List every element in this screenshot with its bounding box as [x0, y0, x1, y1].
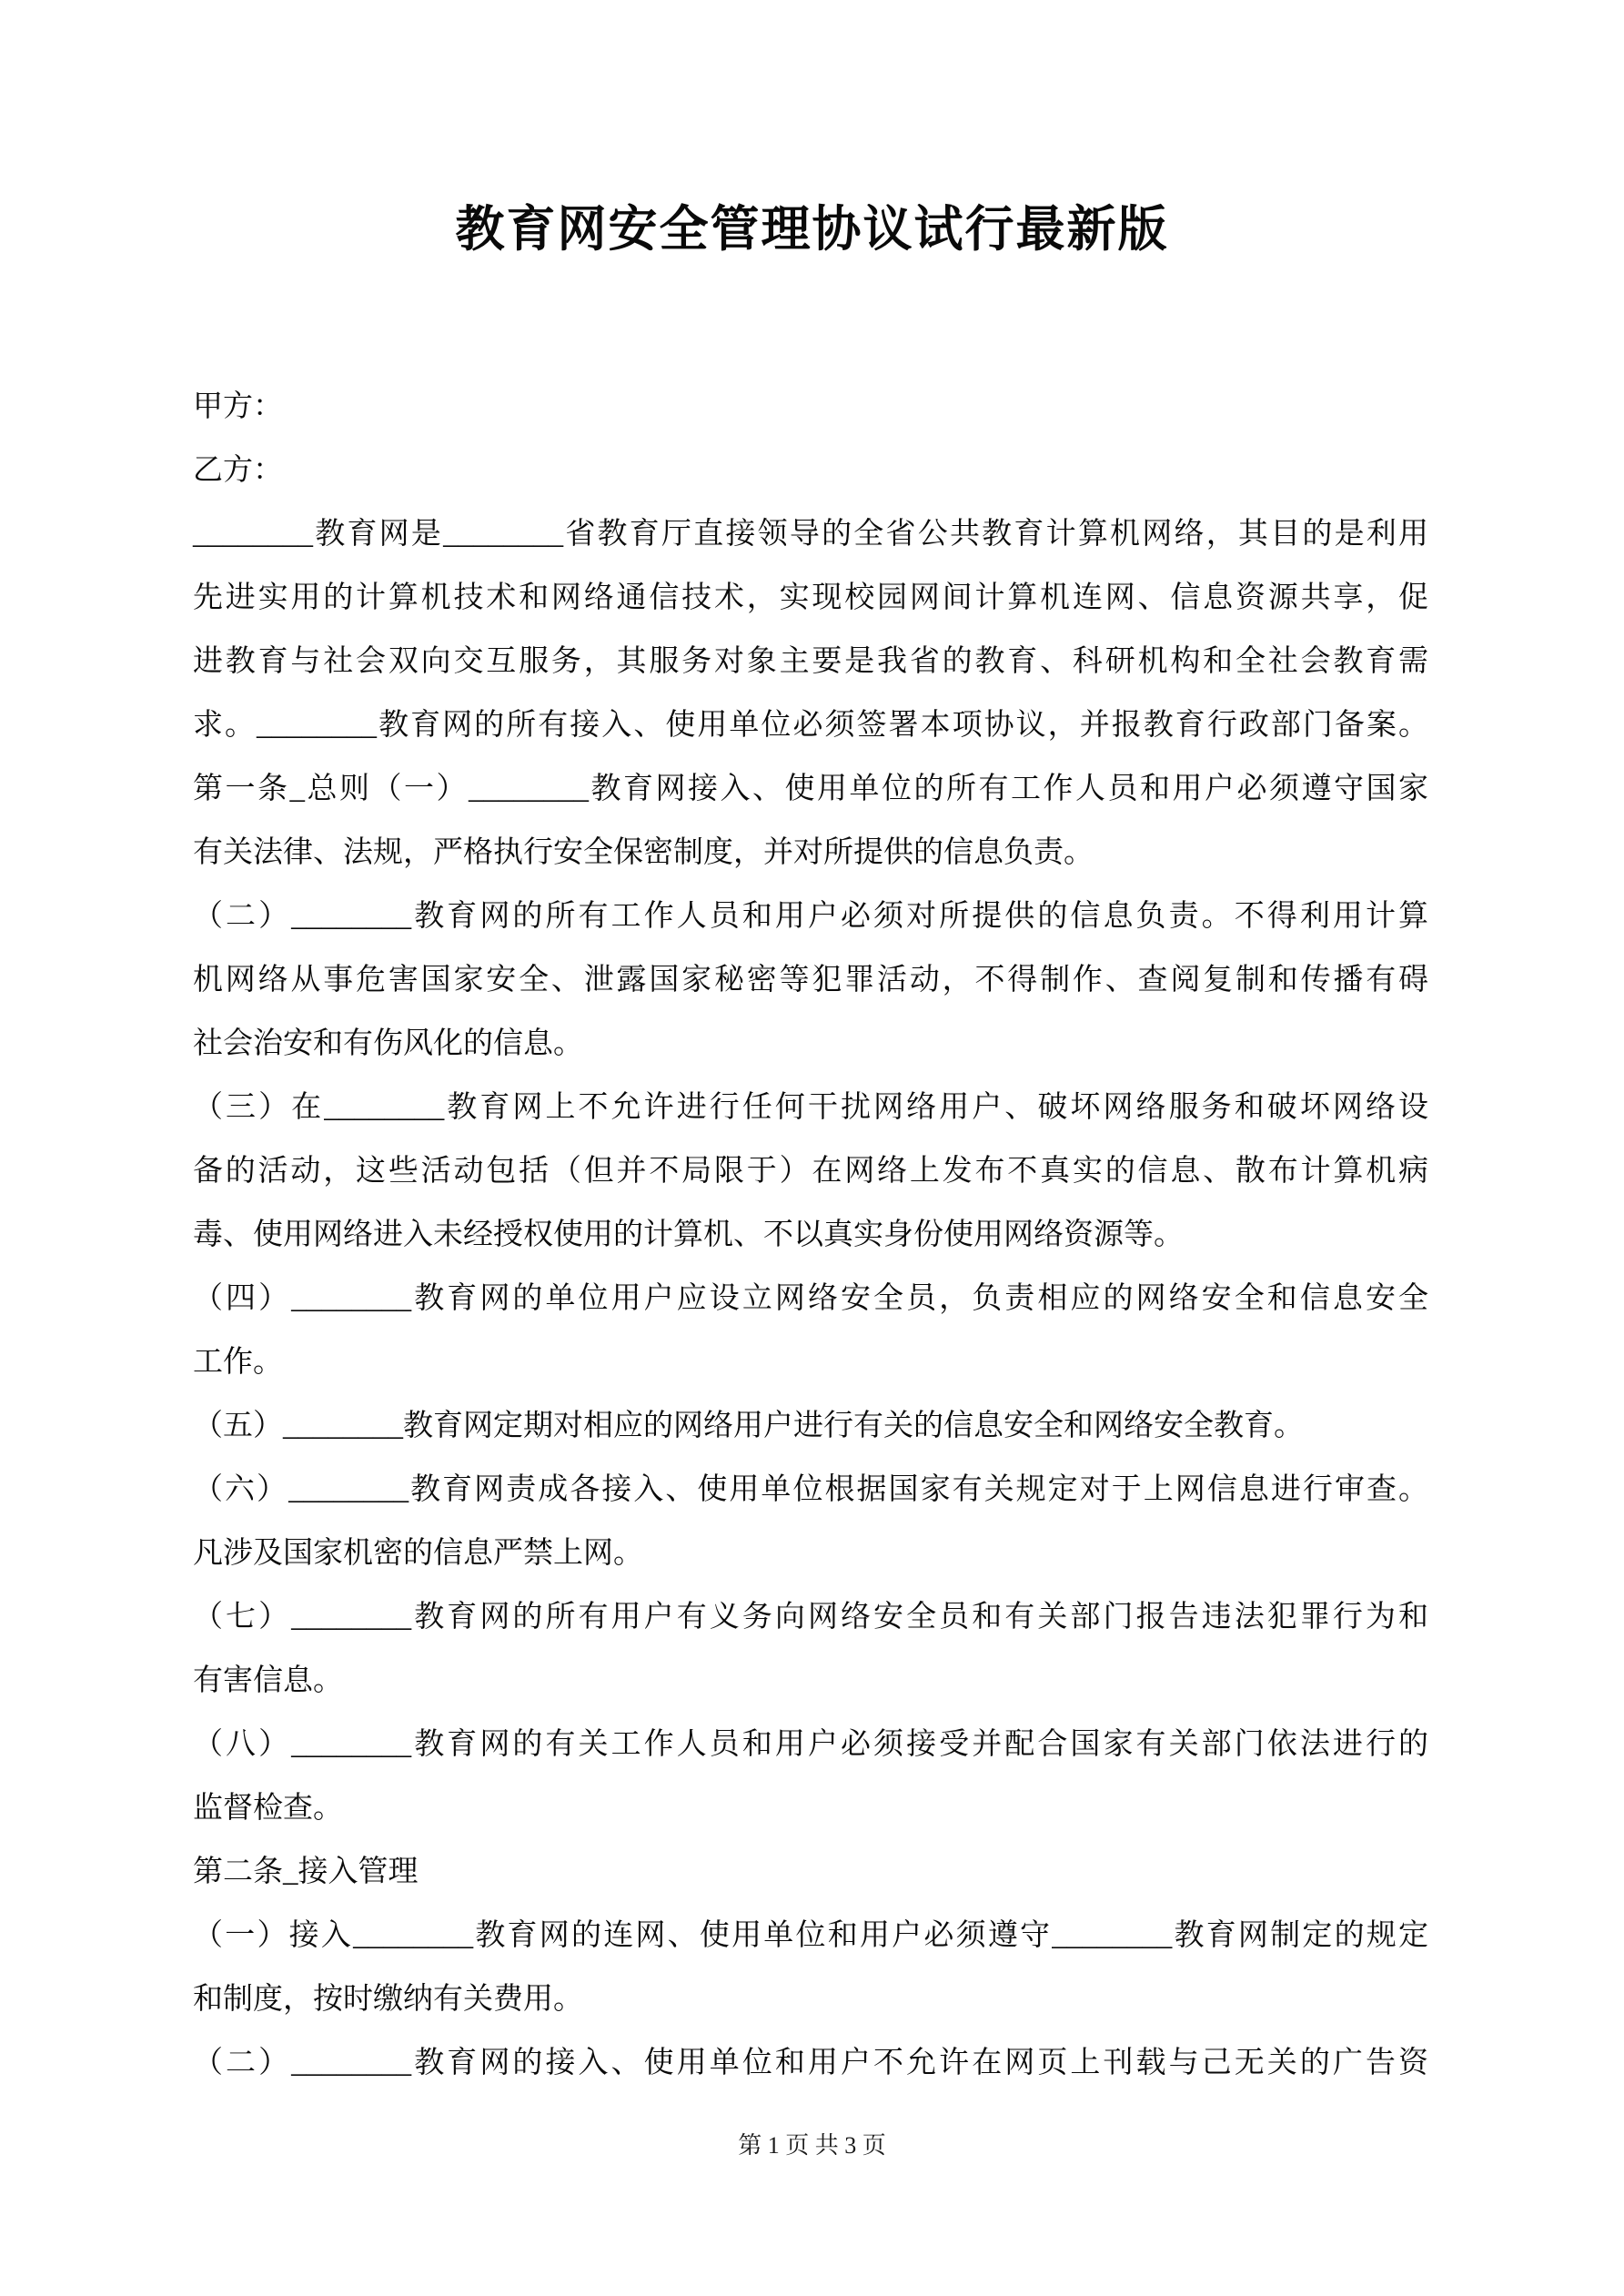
text-line: （七）________教育网的所有用户有义务向网络安全员和有关部门报告违法犯罪行为和 — [193, 1601, 1428, 1633]
page-number-footer: 第 1 页 共 3 页 — [738, 2132, 886, 2159]
text-line: （五）________教育网定期对相应的网络用户进行有关的信息安全和网络安全教育。 — [193, 1410, 1304, 1442]
document-body — [193, 258, 1428, 2095]
text-line: （二）________教育网的接入、使用单位和用户不允许在网页上刊载与己无关的广告资 — [193, 2047, 1428, 2079]
text-line: 先进实用的计算机技术和网络通信技术，实现校园网间计算机连网、信息资源共享，促 — [193, 582, 1428, 614]
text-line: （八）________教育网的有关工作人员和用户必须接受并配合国家有关部门依法进行的 — [193, 1728, 1428, 1761]
text-line: 进教育与社会双向交互服务，其服务对象主要是我省的教育、科研机构和全社会教育需 — [193, 645, 1428, 678]
text-line: 有关法律、法规，严格执行安全保密制度，并对所提供的信息负责。 — [193, 836, 1094, 869]
text-line: 和制度，按时缴纳有关费用。 — [193, 1983, 583, 2016]
text-line: 第一条_总则（一）________教育网接入、使用单位的所有工作人员和用户必须遵守国家 — [193, 773, 1428, 805]
text-line: 有害信息。 — [193, 1664, 343, 1697]
text-line: 甲方： — [193, 390, 283, 423]
text-line: 求。________教育网的所有接入、使用单位必须签署本项协议，并报教育行政部门备案。 — [193, 709, 1428, 742]
text-line: （四）________教育网的单位用户应设立网络安全员，负责相应的网络安全和信息安全 — [193, 1282, 1428, 1315]
text-line: 凡涉及国家机密的信息严禁上网。 — [193, 1537, 643, 1570]
text-line: 机网络从事危害国家安全、泄露国家秘密等犯罪活动，不得制作、查阅复制和传播有碍 — [193, 964, 1428, 996]
text-line: 社会治安和有伤风化的信息。 — [193, 1027, 583, 1060]
text-line: ________教育网是________省教育厅直接领导的全省公共教育计算机网络，其目的是利用 — [193, 518, 1428, 551]
text-line: 监督检查。 — [193, 1792, 343, 1825]
text-line: （六）________教育网责成各接入、使用单位根据国家有关规定对于上网信息进行审查。 — [193, 1473, 1428, 1506]
text-line: 第二条_接入管理 — [193, 1856, 419, 1888]
text-line: （二）________教育网的所有工作人员和用户必须对所提供的信息负责。不得利用计算 — [193, 900, 1428, 933]
text-line: 工作。 — [193, 1346, 283, 1379]
text-line: 毒、使用网络进入未经授权使用的计算机、不以真实身份使用网络资源等。 — [193, 1219, 1184, 1251]
text-line: （三）在________教育网上不允许进行任何干扰网络用户、破坏网络服务和破坏网络设 — [193, 1091, 1428, 1124]
text-line: （一）接入________教育网的连网、使用单位和用户必须遵守________教育网制定的规定 — [193, 1919, 1428, 1952]
text-line: 乙方： — [193, 454, 283, 487]
document-title: 教育网安全管理协议试行最新版 — [455, 202, 1169, 257]
text-line: 备的活动，这些活动包括（但并不局限于）在网络上发布不真实的信息、散布计算机病 — [193, 1155, 1428, 1188]
